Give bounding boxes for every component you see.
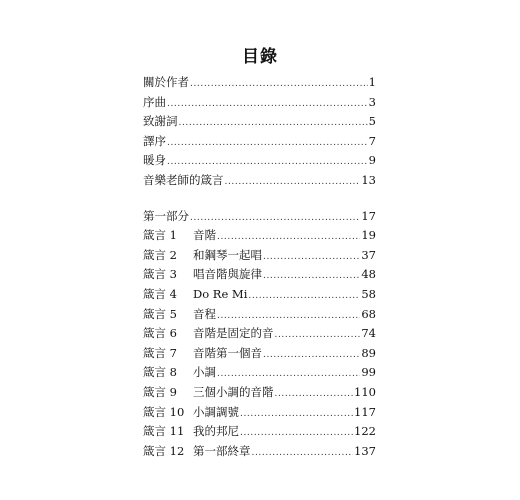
- chapter-title: 音階: [193, 228, 216, 243]
- chapter-title: 小調調號: [193, 404, 239, 419]
- toc-page-number: 37: [361, 247, 376, 262]
- chapter-number: 箴言 10: [143, 404, 185, 419]
- chapter-number: 箴言 4: [143, 286, 177, 301]
- toc-chapter-5[interactable]: [143, 305, 376, 325]
- chapter-number: 箴言 5: [143, 306, 177, 321]
- toc-entry-label: 音樂老師的箴言: [143, 172, 224, 187]
- toc-page-number: 19: [361, 228, 376, 243]
- toc-page-number: 89: [361, 345, 376, 360]
- toc-entry-about-author[interactable]: [143, 73, 376, 93]
- toc-page-number: 122: [354, 424, 376, 439]
- toc-chapter-3[interactable]: [143, 265, 376, 285]
- chapter-number: 箴言 12: [143, 443, 185, 458]
- chapter-number: 箴言 1: [143, 228, 177, 243]
- dot-leader: [240, 424, 353, 444]
- toc-page-number: 3: [368, 94, 376, 109]
- dot-leader: [179, 114, 368, 134]
- chapter-title: 我的邦尼: [193, 424, 239, 439]
- chapter-number: 箴言 3: [143, 267, 177, 282]
- toc-page-number: 117: [354, 404, 376, 419]
- chapter-title: 第一部終章: [193, 443, 251, 458]
- toc-entry-label: 致謝詞: [143, 114, 178, 129]
- chapter-title: 和鋼琴一起唱: [193, 247, 262, 262]
- toc-page-number: 5: [368, 114, 376, 129]
- dot-leader: [263, 267, 360, 287]
- dot-leader: [263, 248, 360, 268]
- chapter-number: 箴言 2: [143, 247, 177, 262]
- dot-leader: [167, 134, 368, 154]
- toc-chapter-6[interactable]: [143, 324, 376, 344]
- dot-leader: [252, 444, 354, 464]
- toc-page-number: 7: [368, 133, 376, 148]
- chapter-number: 箴言 6: [143, 326, 177, 341]
- toc-entry-label: 第一部分: [143, 208, 189, 223]
- chapter-number: 箴言 9: [143, 384, 177, 399]
- toc-entry-acknowledgements[interactable]: [143, 112, 376, 132]
- toc-page-number: 74: [361, 326, 376, 341]
- toc-page-number: 110: [354, 384, 376, 399]
- toc-page-number: 9: [368, 153, 376, 168]
- dot-leader: [248, 287, 360, 307]
- toc-page-number: 13: [361, 172, 376, 187]
- chapter-title: 唱音階與旋律: [193, 267, 262, 282]
- toc-chapter-10[interactable]: [143, 403, 376, 423]
- toc-page-number: 1: [368, 75, 376, 89]
- dot-leader: [240, 405, 353, 425]
- toc-entry-label: 暖身: [143, 153, 166, 168]
- chapter-number: 箴言 11: [143, 424, 185, 439]
- toc-page-number: 99: [361, 365, 376, 380]
- chapter-number: 箴言 7: [143, 345, 177, 360]
- dot-leader: [275, 326, 361, 346]
- toc-entry-warm-up[interactable]: [143, 151, 376, 171]
- chapter-title: 音階是固定的音: [193, 326, 274, 341]
- toc-chapter-2[interactable]: [143, 246, 376, 266]
- dot-leader: [225, 173, 361, 193]
- toc-chapter-7[interactable]: [143, 344, 376, 364]
- chapter-title: 音程: [193, 306, 216, 321]
- toc-page-number: 17: [361, 208, 376, 223]
- chapter-title: 小調: [193, 365, 216, 380]
- toc-page-number: 68: [361, 306, 376, 321]
- table-of-contents: [143, 73, 376, 461]
- toc-chapter-4[interactable]: [143, 285, 376, 305]
- toc-page-number: 137: [354, 443, 376, 458]
- toc-chapter-12[interactable]: [143, 442, 376, 462]
- toc-page-number: 58: [361, 286, 376, 301]
- toc-entry-label: 關於作者: [143, 75, 189, 89]
- toc-page-number: 48: [361, 267, 376, 282]
- toc-entry-translator-preface[interactable]: [143, 132, 376, 152]
- section-spacer: [143, 191, 376, 207]
- chapter-title: 音階第一個音: [193, 345, 262, 360]
- dot-leader: [275, 385, 354, 405]
- chapter-title: 三個小調的音階: [193, 384, 274, 399]
- dot-leader: [190, 75, 368, 95]
- toc-chapter-8[interactable]: [143, 363, 376, 383]
- toc-chapter-11[interactable]: [143, 422, 376, 442]
- toc-entry-label: 序曲: [143, 94, 166, 109]
- chapter-number: 箴言 8: [143, 365, 177, 380]
- toc-entry-label: 譯序: [143, 133, 166, 148]
- toc-chapter-1[interactable]: [143, 226, 376, 246]
- page-title: 目錄: [242, 47, 278, 67]
- toc-entry-part-one[interactable]: [143, 207, 376, 227]
- dot-leader: [263, 346, 360, 366]
- dot-leader: [167, 95, 368, 115]
- toc-entry-teacher-maxims[interactable]: [143, 171, 376, 191]
- chapter-title: Do Re Mi: [193, 286, 248, 301]
- toc-chapter-9[interactable]: [143, 383, 376, 403]
- toc-entry-prelude[interactable]: [143, 93, 376, 113]
